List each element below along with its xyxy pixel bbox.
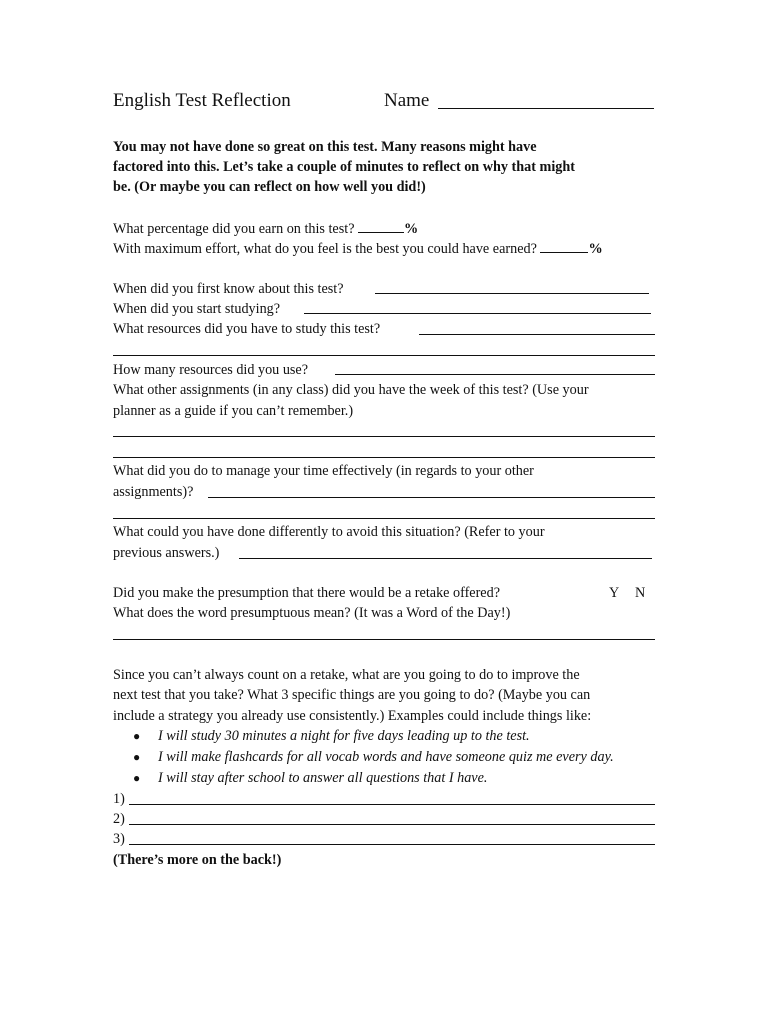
resources-field-2[interactable]	[113, 355, 655, 356]
bullet-icon: ●	[133, 771, 141, 785]
option-yes[interactable]: Y	[609, 585, 620, 601]
worksheet-title: English Test Reflection	[113, 90, 291, 111]
retake-line-2: next test that you take? What 3 specific things are you going to do? (Maybe you can	[113, 687, 591, 703]
differently-field[interactable]	[239, 558, 652, 559]
answer-label-3: 3)	[113, 831, 125, 847]
manage-time-field-2[interactable]	[113, 518, 655, 519]
question-first-know: When did you first know about this test?	[113, 281, 344, 297]
question-percentage-text: What percentage did you earn on this test?	[113, 221, 355, 237]
presumptuous-field[interactable]	[113, 639, 655, 640]
question-differently-1: What could you have done differently to avoid this situation? (Refer to your	[113, 524, 545, 540]
bullet-icon: ●	[133, 750, 141, 764]
intro-line-3: be. (Or maybe you can reflect on how well you did!)	[113, 179, 426, 195]
example-bullet-1: I will study 30 minutes a night for five days leading up to the test.	[158, 728, 530, 744]
manage-time-field-1[interactable]	[208, 497, 655, 498]
example-bullet-2: I will make flashcards for all vocab words and have someone quiz me every day.	[158, 749, 614, 765]
max-effort-field[interactable]	[540, 238, 588, 253]
other-assignments-field-2[interactable]	[113, 457, 655, 458]
how-many-field[interactable]	[335, 374, 655, 375]
question-differently-2: previous answers.)	[113, 545, 220, 561]
question-other-assignments-1: What other assignments (in any class) did you have the week of this test? (Use your	[113, 382, 589, 398]
other-assignments-field-1[interactable]	[113, 436, 655, 437]
option-no[interactable]: N	[635, 585, 646, 601]
question-percentage	[113, 218, 418, 239]
question-start-studying: When did you start studying?	[113, 301, 281, 317]
intro-line-2: factored into this. Let’s take a couple of minutes to reflect on why that might	[113, 159, 575, 175]
question-presumption: Did you make the presumption that there would be a retake offered?	[113, 585, 500, 601]
question-max-effort-text: With maximum effort, what do you feel is the best you could have earned?	[113, 241, 537, 257]
percent-sign: %	[404, 221, 419, 237]
example-bullet-3: I will stay after school to answer all questions that I have.	[158, 770, 488, 786]
more-on-back-note: (There’s more on the back!)	[113, 852, 282, 868]
answer-field-2[interactable]	[129, 824, 655, 825]
percent-sign: %	[588, 241, 603, 257]
first-know-field[interactable]	[375, 293, 649, 294]
answer-field-3[interactable]	[129, 844, 655, 845]
bullet-icon: ●	[133, 729, 141, 743]
question-other-assignments-2: planner as a guide if you can’t remember.)	[113, 403, 354, 419]
question-presumptuous: What does the word presumptuous mean? (It was a Word of the Day!)	[113, 605, 511, 621]
question-max-effort	[113, 238, 603, 259]
question-manage-time-2: assignments)?	[113, 484, 194, 500]
start-studying-field[interactable]	[304, 313, 651, 314]
percentage-field[interactable]	[358, 218, 404, 233]
answer-field-1[interactable]	[129, 804, 655, 805]
intro-line-1: You may not have done so great on this test. Many reasons might have	[113, 139, 537, 155]
answer-label-1: 1)	[113, 791, 125, 807]
question-manage-time-1: What did you do to manage your time effectively (in regards to your other	[113, 463, 534, 479]
resources-field-1[interactable]	[419, 334, 655, 335]
retake-line-1: Since you can’t always count on a retake, what are you going to do to improve the	[113, 667, 580, 683]
question-resources: What resources did you have to study this test?	[113, 321, 381, 337]
answer-label-2: 2)	[113, 811, 125, 827]
name-label: Name	[384, 90, 430, 111]
name-field[interactable]	[438, 108, 654, 109]
retake-line-3: include a strategy you already use consistently.) Examples could include things like:	[113, 708, 592, 724]
question-how-many: How many resources did you use?	[113, 362, 309, 378]
